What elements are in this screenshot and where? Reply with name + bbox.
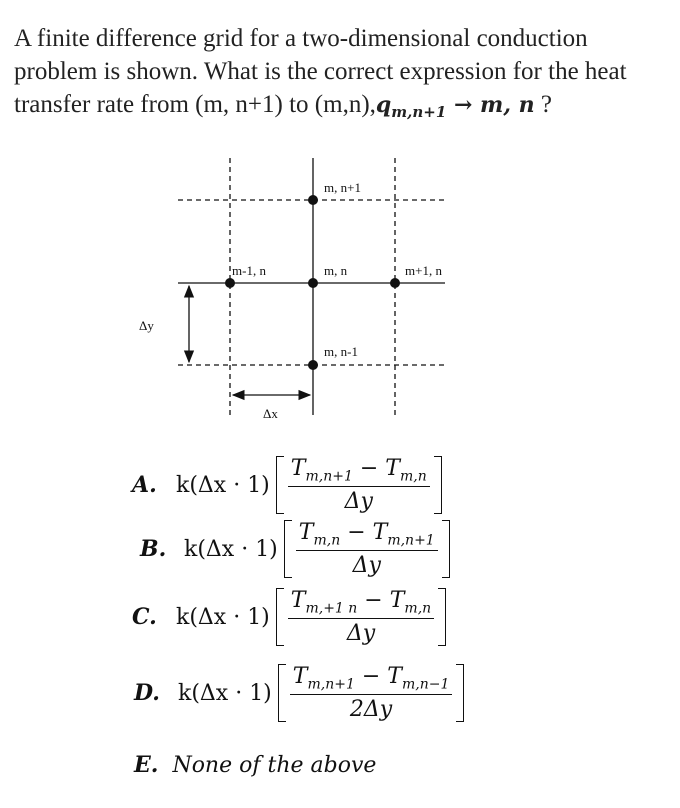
q-arrow: → m, n xyxy=(453,92,535,118)
bracket-expression xyxy=(278,664,465,722)
t-symbol: T xyxy=(290,588,306,613)
option-e[interactable] xyxy=(134,752,376,778)
t-subscript: m,+1 n xyxy=(305,600,358,617)
option-factor: k(Δx · 1) xyxy=(178,680,272,706)
node-label: m, n-1 xyxy=(324,344,358,359)
t-subscript: m,n xyxy=(404,600,432,617)
option-c[interactable] xyxy=(132,588,446,646)
node-dot xyxy=(308,278,318,288)
option-factor: k(Δx · 1) xyxy=(184,536,278,562)
node-dot xyxy=(308,195,318,205)
dy-label: Δy xyxy=(139,318,154,333)
option-factor: k(Δx · 1) xyxy=(176,472,270,498)
t-subscript: m,n−1 xyxy=(401,676,450,693)
t-subscript: m,n+1 xyxy=(307,676,355,693)
node-label: m, n+1 xyxy=(324,180,361,195)
dx-label: Δx xyxy=(263,406,278,421)
q-subscript: m,n+1 xyxy=(391,103,447,121)
denominator: Δy xyxy=(344,489,373,515)
denominator: Δy xyxy=(352,553,381,579)
option-b[interactable] xyxy=(140,520,450,578)
t-symbol: T xyxy=(298,520,314,545)
bracket-expression xyxy=(276,588,446,646)
t-subscript: m,n+1 xyxy=(387,532,435,549)
bracket-expression xyxy=(284,520,450,578)
option-text: None of the above xyxy=(172,753,377,778)
minus-sign: − xyxy=(340,520,373,545)
node-dot xyxy=(390,278,400,288)
t-symbol: T xyxy=(372,520,388,545)
t-symbol: T xyxy=(389,588,405,613)
t-symbol: T xyxy=(290,456,306,481)
denominator: 2Δy xyxy=(349,697,393,723)
minus-sign: − xyxy=(354,664,388,689)
t-subscript: m,n+1 xyxy=(305,468,353,485)
option-label: A. xyxy=(132,472,157,499)
t-symbol: T xyxy=(385,456,400,481)
node-label: m-1, n xyxy=(232,263,266,278)
option-label: B. xyxy=(140,536,167,563)
node-label: m, n xyxy=(324,263,348,278)
option-label: D. xyxy=(134,680,160,707)
node-label: m+1, n xyxy=(405,263,442,278)
option-d[interactable] xyxy=(134,664,464,722)
minus-sign: − xyxy=(357,588,390,613)
node-dot xyxy=(225,278,235,288)
option-label: C. xyxy=(132,604,157,631)
question-mark: ? xyxy=(534,91,553,118)
question-line-text: transfer rate from (m, n+1) to (m,n), xyxy=(14,91,376,118)
t-subscript: m,n xyxy=(399,468,427,485)
denominator: Δy xyxy=(346,621,376,647)
question-line: A finite difference grid for a two-dimensional conduction xyxy=(14,25,588,52)
t-subscript: m,n xyxy=(313,532,341,549)
t-symbol: T xyxy=(387,664,402,689)
node-dot xyxy=(308,360,318,370)
option-label: E. xyxy=(134,752,159,778)
t-symbol: T xyxy=(292,664,308,689)
question-line: problem is shown. What is the correct expression for the heat xyxy=(14,58,627,85)
bracket-expression xyxy=(276,456,442,514)
minus-sign: − xyxy=(352,456,386,481)
option-a[interactable] xyxy=(132,456,442,514)
q-symbol: q xyxy=(375,92,392,118)
option-factor: k(Δx · 1) xyxy=(176,604,270,630)
